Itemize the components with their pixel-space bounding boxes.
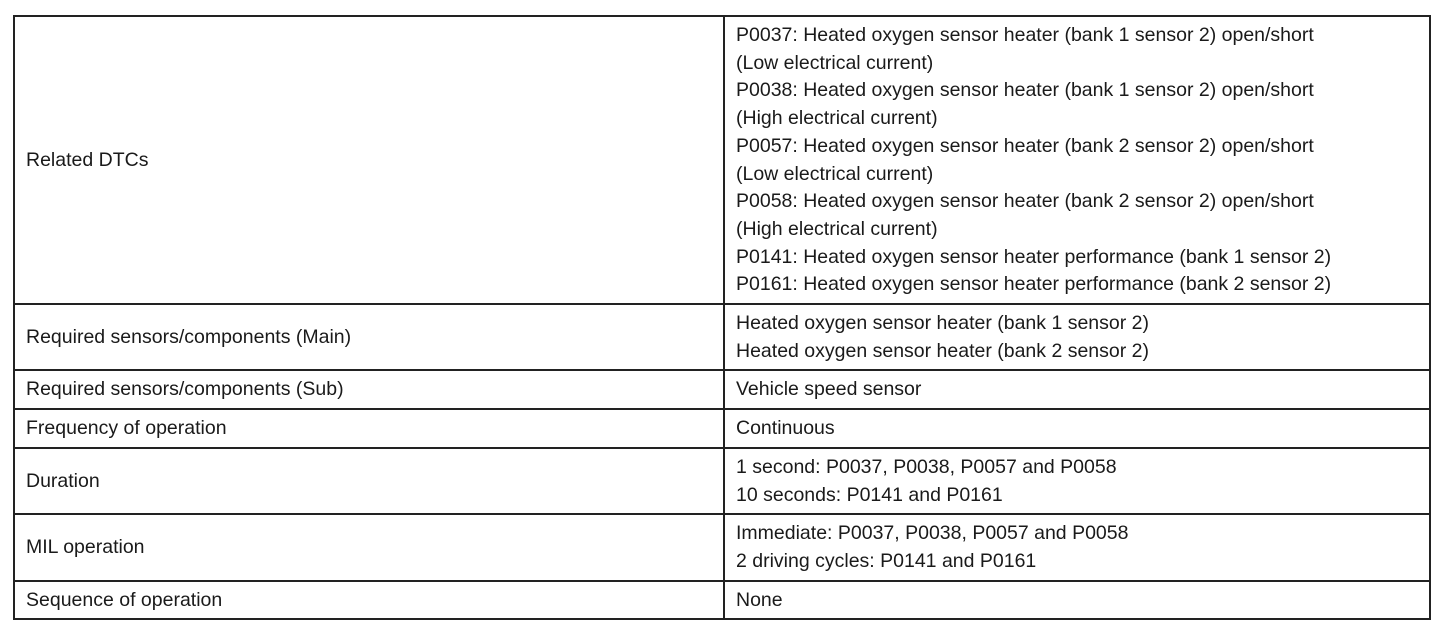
value-line: (High electrical current) — [736, 107, 938, 130]
value-line: 2 driving cycles: P0141 and P0161 — [736, 549, 1037, 572]
table-row — [14, 304, 1430, 370]
value-line: (Low electrical current) — [736, 51, 934, 74]
value-line: Vehicle speed sensor — [736, 378, 922, 401]
table-row — [14, 370, 1430, 409]
value-line: Heated oxygen sensor heater (bank 1 sensor 2) — [736, 312, 1149, 335]
row-value — [724, 409, 1430, 448]
monitor-spec-table — [13, 15, 1431, 620]
row-label: Duration — [14, 448, 724, 514]
value-line: P0037: Heated oxygen sensor heater (bank 1 sensor 2) open/short — [736, 24, 1314, 46]
table-row — [14, 514, 1430, 580]
table-row — [14, 16, 1430, 304]
value-line: P0141: Heated oxygen sensor heater performance (bank 1 sensor 2) — [736, 245, 1332, 268]
value-line: P0038: Heated oxygen sensor heater (bank 1 sensor 2) open/short — [736, 79, 1314, 102]
row-value — [724, 448, 1430, 514]
row-label: Sequence of operation — [14, 581, 724, 620]
value-line: 10 seconds: P0141 and P0161 — [736, 483, 1003, 506]
value-line: P0058: Heated oxygen sensor heater (bank 2 sensor 2) open/short — [736, 190, 1314, 213]
row-label: Related DTCs — [14, 16, 724, 304]
row-value — [724, 304, 1430, 370]
value-line: None — [736, 588, 783, 611]
row-label: MIL operation — [14, 514, 724, 580]
table-row — [14, 448, 1430, 514]
row-label: Required sensors/components (Sub) — [14, 370, 724, 409]
value-line: Immediate: P0037, P0038, P0057 and P0058 — [736, 522, 1129, 545]
value-line: P0057: Heated oxygen sensor heater (bank 2 sensor 2) open/short — [736, 134, 1314, 157]
table-row — [14, 581, 1430, 620]
row-value — [724, 581, 1430, 620]
row-value — [724, 370, 1430, 409]
value-line: (Low electrical current) — [736, 162, 934, 185]
value-line: Continuous — [736, 417, 835, 440]
value-line: P0161: Heated oxygen sensor heater performance (bank 2 sensor 2) — [736, 273, 1332, 296]
row-value — [724, 514, 1430, 580]
value-line: 1 second: P0037, P0038, P0057 and P0058 — [736, 455, 1117, 478]
row-label: Required sensors/components (Main) — [14, 304, 724, 370]
row-label: Frequency of operation — [14, 409, 724, 448]
value-line: (High electrical current) — [736, 217, 938, 240]
value-line: Heated oxygen sensor heater (bank 2 sensor 2) — [736, 339, 1149, 362]
row-value — [724, 16, 1430, 304]
table-row — [14, 409, 1430, 448]
